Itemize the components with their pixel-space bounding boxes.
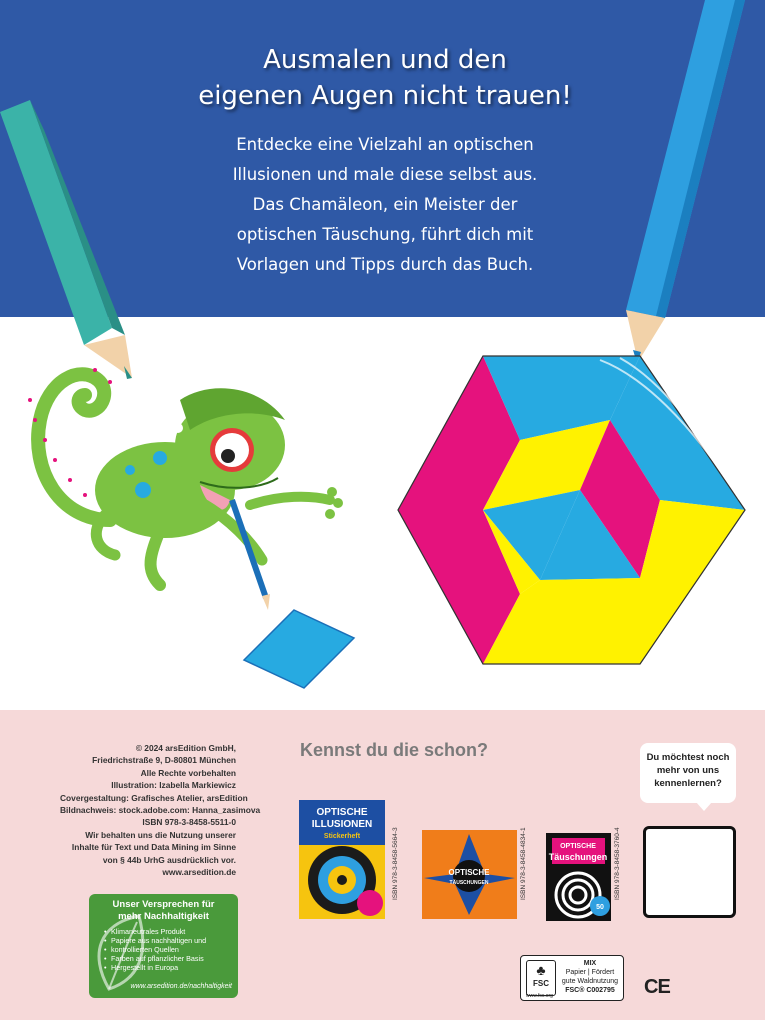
imprint-line: Alle Rechte vorbehalten — [140, 767, 236, 778]
book2-title-line1: OPTISCHE — [448, 868, 490, 877]
imprint-line: ISBN 978-3-8458-5511-0 — [142, 817, 236, 828]
fsc-tree-icon: ♣ FSC — [526, 960, 556, 996]
speech-bubble — [640, 743, 736, 803]
related-books-heading: Kennst du die schon? — [300, 740, 489, 760]
fsc-line: gute Waldnutzung — [561, 978, 619, 985]
list-item: • Farben auf pflanzlicher Basis — [111, 954, 238, 963]
blue-rhombus-shape — [244, 610, 354, 688]
teal-pencil-icon — [0, 100, 132, 379]
sustainability-list — [89, 927, 238, 972]
book2-title-line2: TÄUSCHUNGEN — [449, 880, 489, 886]
qr-code[interactable] — [643, 826, 736, 918]
imprint-website-link[interactable]: www.arsedition.de — [162, 867, 236, 878]
intro-line: Illusionen und male diese selbst aus. — [232, 165, 538, 184]
fsc-logo-text: FSC — [533, 979, 549, 988]
imprint-line: Bildnachweis: stock.adobe.com: Hanna_zasimova — [60, 805, 261, 816]
intro-line: optischen Täuschung, führt dich mit — [236, 225, 534, 244]
fsc-label — [520, 955, 624, 1001]
chameleon-illustration — [28, 368, 343, 610]
book3-badge: 50 — [596, 904, 604, 911]
book-cover-taeuschungen — [422, 830, 517, 919]
book-cover-stickerheft — [299, 800, 385, 919]
fsc-line: Papier | Fördert — [565, 969, 615, 976]
fsc-website: www.fsc.org — [526, 993, 553, 999]
intro-line: Das Chamäleon, ein Meister der — [252, 195, 518, 214]
book2-isbn: ISBN 978-3-8458-4834-1 — [520, 827, 527, 900]
headline — [150, 42, 620, 114]
ce-mark: CE — [644, 976, 670, 998]
headline-line-2: eigenen Augen nicht trauen! — [198, 81, 572, 111]
headline-line-1: Ausmalen und den — [263, 45, 507, 75]
list-item: • Papiere aus nachhaltigen und — [111, 936, 238, 945]
fsc-code: FSC® C002795 — [565, 987, 615, 994]
intro-text — [185, 130, 585, 280]
imprint-line: Inhalte für Text und Data Mining im Sinne — [71, 842, 236, 853]
cube-illusion-illustration — [398, 356, 745, 664]
bubble-line: mehr von uns — [656, 765, 720, 776]
intro-line: Vorlagen und Tipps durch das Buch. — [236, 255, 534, 274]
list-item: • kontrollierten Quellen — [111, 945, 238, 954]
imprint-line: © 2024 arsEdition GmbH, — [135, 743, 236, 753]
book1-title-line2: ILLUSIONEN — [311, 819, 373, 830]
list-item: • Klimaneutrales Produkt — [111, 927, 238, 936]
imprint-line: Wir behalten uns die Nutzung unserer — [85, 829, 236, 840]
book1-isbn: ISBN 978-3-8458-5664-3 — [392, 827, 399, 900]
intro-line: Entdecke eine Vielzahl an optischen — [236, 135, 534, 154]
list-item: • Hergestellt in Europa — [111, 963, 238, 972]
imprint — [60, 742, 261, 878]
fsc-text — [559, 959, 621, 995]
bubble-line: kennenlernen? — [654, 778, 722, 789]
imprint-line: Illustration: Izabella Markiewicz — [111, 780, 236, 791]
book3-title-line1: OPTISCHE — [560, 843, 596, 850]
sustainability-link[interactable]: www.arsedition.de/nachhaltigkeit — [130, 983, 232, 990]
book-cover-kartenspiel — [546, 833, 611, 921]
imprint-line: Friedrichstraße 9, D-80801 München — [92, 755, 236, 766]
fsc-mix: MIX — [583, 960, 597, 967]
bubble-tail — [696, 802, 712, 811]
sustainability-title-line: mehr Nachhaltigkeit — [118, 911, 209, 922]
blue-pencil-icon — [626, 0, 745, 363]
bubble-line: Du möchtest noch — [646, 752, 730, 763]
book3-title-line2: Täuschungen — [548, 852, 608, 862]
sustainability-title-line: Unser Versprechen für — [112, 899, 215, 910]
imprint-line: von § 44b UrhG ausdrücklich vor. — [102, 854, 236, 865]
sustainability-box — [89, 894, 238, 998]
book1-title-line1: OPTISCHE — [316, 807, 368, 818]
book1-subtitle: Stickerheft — [323, 833, 361, 840]
imprint-line: Covergestaltung: Grafisches Atelier, arsEdition — [60, 792, 248, 803]
book3-isbn: ISBN 978-3-8458-3760-4 — [614, 827, 621, 900]
